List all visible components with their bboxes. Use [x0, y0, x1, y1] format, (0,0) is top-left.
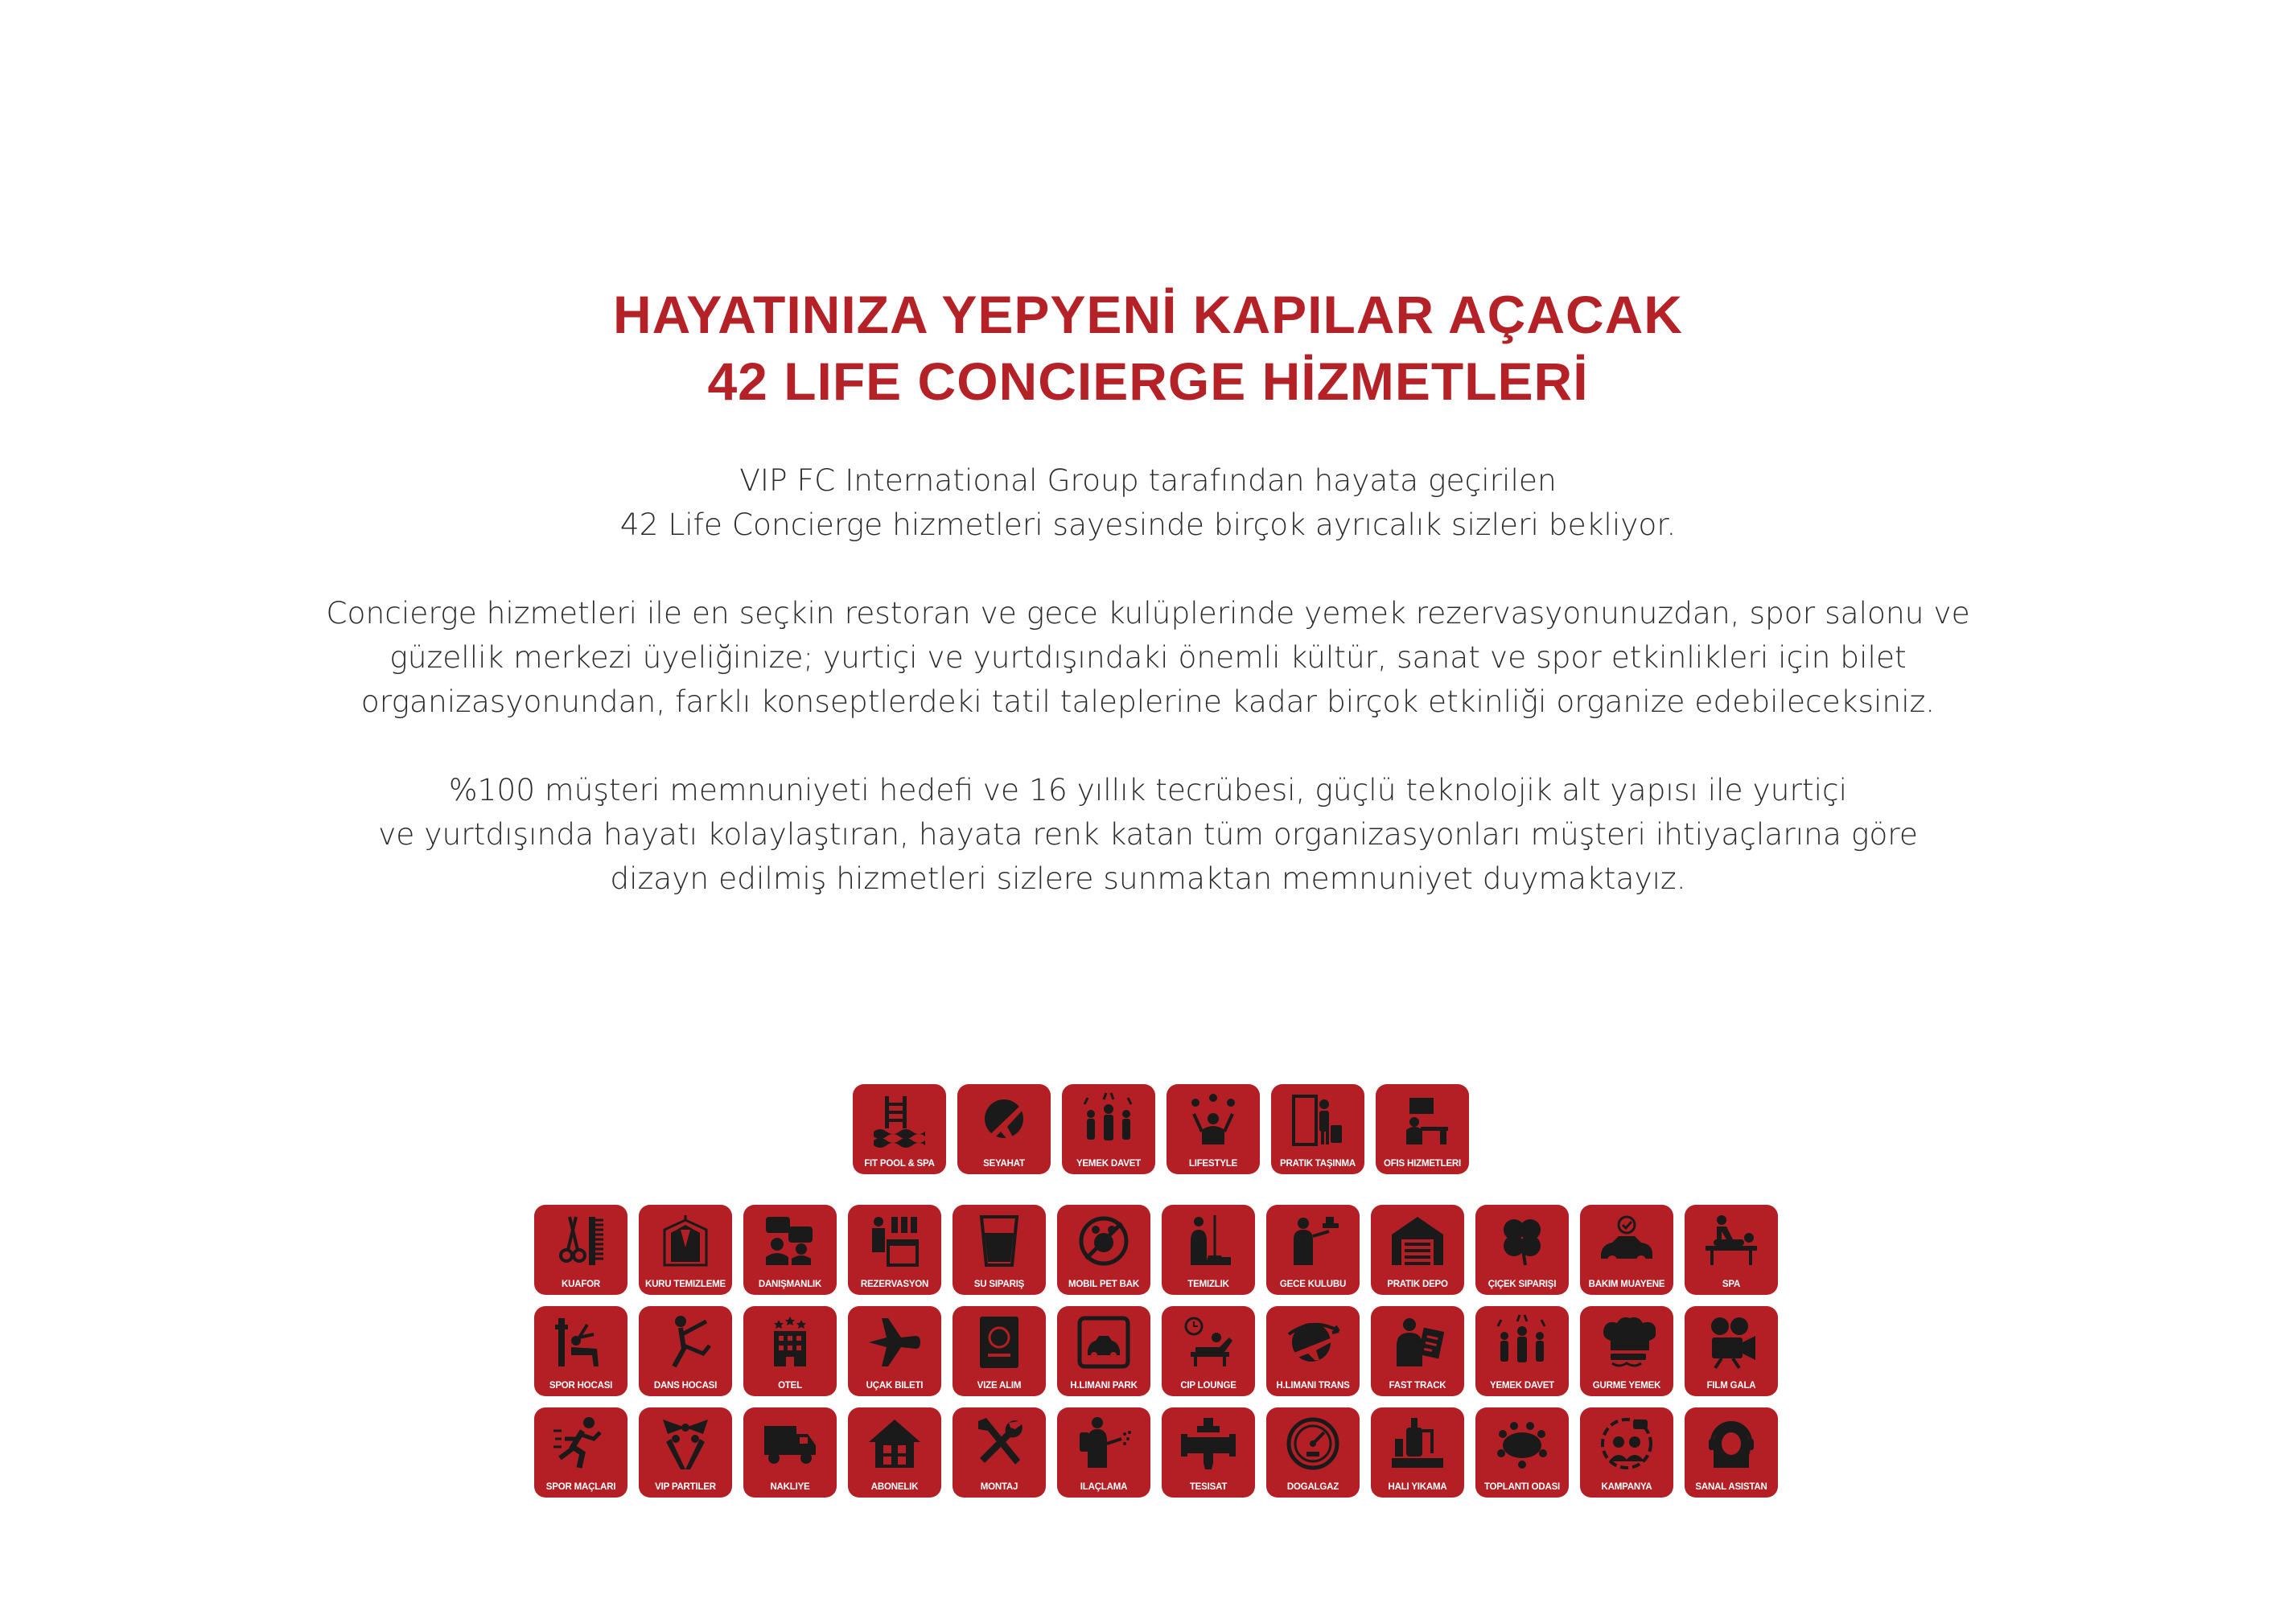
service-tile-label: FİLM GALA [1706, 1381, 1756, 1391]
service-tile-crowd[interactable] [1475, 1306, 1569, 1396]
service-tile-hotel[interactable] [743, 1306, 837, 1396]
service-tile-label: KURU TEMİZLEME [644, 1280, 726, 1289]
service-tile-globe-plane[interactable] [957, 1084, 1051, 1174]
service-tile-label: SPOR MAÇLARI [545, 1482, 616, 1492]
service-tile-luggage[interactable] [1271, 1084, 1364, 1174]
intro-text [0, 458, 2296, 945]
service-tile-label: TESİSAT [1189, 1482, 1228, 1492]
service-tile-label: ABONELİK [870, 1482, 919, 1492]
service-tile-fast-track[interactable] [1371, 1306, 1464, 1396]
heading-line-2: 42 LIFE CONCIERGE HİZMETLERİ [707, 351, 1589, 411]
service-tile-massage[interactable] [1685, 1205, 1778, 1295]
text-line: organizasyonundan, farklı konseptlerdeki tatil taleplerine kadar birçok etkinliği organize edebileceksiniz. [360, 684, 1936, 719]
service-tile-label: KUAFÖR [562, 1280, 600, 1289]
service-tile-garage[interactable] [1371, 1205, 1464, 1295]
service-tile-label: DANS HOCASI [653, 1381, 718, 1391]
service-tile-globe-transfer[interactable] [1266, 1306, 1360, 1396]
service-tile-chef[interactable] [1580, 1306, 1673, 1396]
service-tile-label: SU SİPARİŞ [973, 1280, 1025, 1289]
text-line: VIP FC International Group tarafından hayata geçirilen [739, 462, 1557, 498]
service-tile-label: PRATİK DEPO [1387, 1280, 1448, 1289]
service-tile-water-glass[interactable] [953, 1205, 1046, 1295]
service-tile-label: TOPLANTI ODASI [1483, 1482, 1561, 1492]
service-tile-lounge[interactable] [1162, 1306, 1255, 1396]
service-tile-label: İLAÇLAMA [1080, 1482, 1128, 1492]
text-line: 42 Life Concierge hizmetleri sayesinde birçok ayrıcalık sizleri bekliyor. [619, 507, 1677, 542]
service-tile-label: MOBİL PET BAK [1068, 1280, 1139, 1289]
service-tile-label: SANAL ASİSTAN [1695, 1482, 1767, 1492]
service-tile-label: ÇİÇEK SİPARİŞİ [1487, 1280, 1557, 1289]
service-tile-label: VİZE ALIM [977, 1381, 1022, 1391]
service-tile-label: SPA [1722, 1280, 1741, 1289]
text-line: güzellik merkezi üyeliğinize; yurtiçi ve yurtdışındaki önemli kültür, sanat ve spor etkinlikleri için bilet [389, 639, 1907, 675]
service-tile-meeting[interactable] [1475, 1407, 1569, 1498]
heading-line-1: HAYATINIZA YEPYENİ KAPILAR AÇACAK [613, 285, 1683, 344]
service-tile-label: UÇAK BİLETİ [866, 1381, 924, 1391]
service-tile-gauge[interactable] [1266, 1407, 1360, 1498]
service-tile-parking-car[interactable] [1057, 1306, 1150, 1396]
service-tile-label: DANIŞMANLIK [758, 1280, 822, 1289]
service-tile-dancer[interactable] [639, 1306, 732, 1396]
paragraph-3 [0, 768, 2296, 901]
service-tile-pool[interactable] [853, 1084, 946, 1174]
service-tile-juggler[interactable] [1167, 1084, 1260, 1174]
service-tile-cleaning[interactable] [1162, 1205, 1255, 1295]
paragraph-1 [0, 458, 2296, 547]
service-tile-scissors-comb[interactable] [534, 1205, 627, 1295]
service-tile-passport[interactable] [953, 1306, 1046, 1396]
service-tile-label: CIP LOUNGE [1180, 1381, 1236, 1391]
service-tile-label: KAMPANYA [1601, 1482, 1652, 1492]
service-tile-label: LIFESTYLE [1188, 1159, 1238, 1169]
service-tile-car-check[interactable] [1580, 1205, 1673, 1295]
service-tile-label: YEMEK DAVET [1489, 1381, 1554, 1391]
service-tile-label: NAKLİYE [770, 1482, 810, 1492]
page-heading [0, 281, 2296, 415]
service-tile-label: TEMİZLİK [1187, 1280, 1229, 1289]
service-tile-truck[interactable] [743, 1407, 837, 1498]
service-tile-label: H.LİMANI TRANS [1276, 1381, 1350, 1391]
service-tile-consulting[interactable] [743, 1205, 837, 1295]
service-tile-airplane[interactable] [848, 1306, 941, 1396]
service-tile-reception[interactable] [848, 1205, 941, 1295]
text-line: dizayn edilmiş hizmetleri sizlere sunmaktan memnuniyet duymaktayız. [610, 861, 1686, 896]
service-tile-carpet-wash[interactable] [1371, 1407, 1464, 1498]
service-tile-label: FIT POOL & SPA [864, 1159, 935, 1169]
service-tile-film-camera[interactable] [1685, 1306, 1778, 1396]
service-tile-runner[interactable] [534, 1407, 627, 1498]
service-tile-sprayer[interactable] [1057, 1407, 1150, 1498]
service-tile-label: MONTAJ [980, 1482, 1018, 1492]
service-tile-label: HALI YIKAMA [1388, 1482, 1447, 1492]
service-tile-label: REZERVASYON [860, 1280, 929, 1289]
service-tile-label: FAST TRACK [1389, 1381, 1446, 1391]
service-tile-pet[interactable] [1057, 1205, 1150, 1295]
service-tile-label: H.LİMANI PARK [1070, 1381, 1138, 1391]
service-tile-label: YEMEK DAVET [1076, 1159, 1141, 1169]
service-tile-office-desk[interactable] [1376, 1084, 1469, 1174]
text-line: Concierge hizmetleri ile en seçkin restoran ve gece kulüplerinde yemek rezervasyonunuzdan, spor salonu ve [326, 595, 1970, 631]
service-tile-clover[interactable] [1475, 1205, 1569, 1295]
service-tile-label: DOĞALGAZ [1286, 1482, 1339, 1492]
service-tile-bench-press[interactable] [534, 1306, 627, 1396]
service-tile-label: SEYAHAT [983, 1159, 1025, 1169]
service-tile-label: OTEL [778, 1381, 802, 1391]
service-tile-label: PRATİK TAŞINMA [1280, 1159, 1356, 1169]
service-tile-suit[interactable] [639, 1205, 732, 1295]
paragraph-2 [0, 591, 2296, 724]
service-tile-house[interactable] [848, 1407, 941, 1498]
service-tile-campaign[interactable] [1580, 1407, 1673, 1498]
service-tile-tools[interactable] [953, 1407, 1046, 1498]
service-tile-waiter[interactable] [1266, 1205, 1360, 1295]
service-tile-label: GECE KULÜBÜ [1279, 1280, 1347, 1289]
service-tile-label: VIP PARTİLER [655, 1482, 716, 1492]
text-line: %100 müşteri memnuniyeti hedefi ve 16 yıllık tecrübesi, güçlü teknolojik alt yapısı ile yurtiçi [448, 772, 1848, 807]
service-tile-pipe[interactable] [1162, 1407, 1255, 1498]
service-tile-label: GURME YEMEK [1592, 1381, 1661, 1391]
service-tile-label: SPOR HOCASI [549, 1381, 613, 1391]
service-tile-label: BAKIM MUAYENE [1588, 1280, 1665, 1289]
text-line: ve yurtdışında hayatı kolaylaştıran, hayata renk katan tüm organizasyonları müşteri ihtiyaçlarına göre [378, 816, 1918, 852]
service-tile-label: OFİS HİZMETLERİ [1383, 1159, 1462, 1169]
service-tile-crowd[interactable] [1062, 1084, 1155, 1174]
service-tile-assistant[interactable] [1685, 1407, 1778, 1498]
service-tile-bowtie[interactable] [639, 1407, 732, 1498]
